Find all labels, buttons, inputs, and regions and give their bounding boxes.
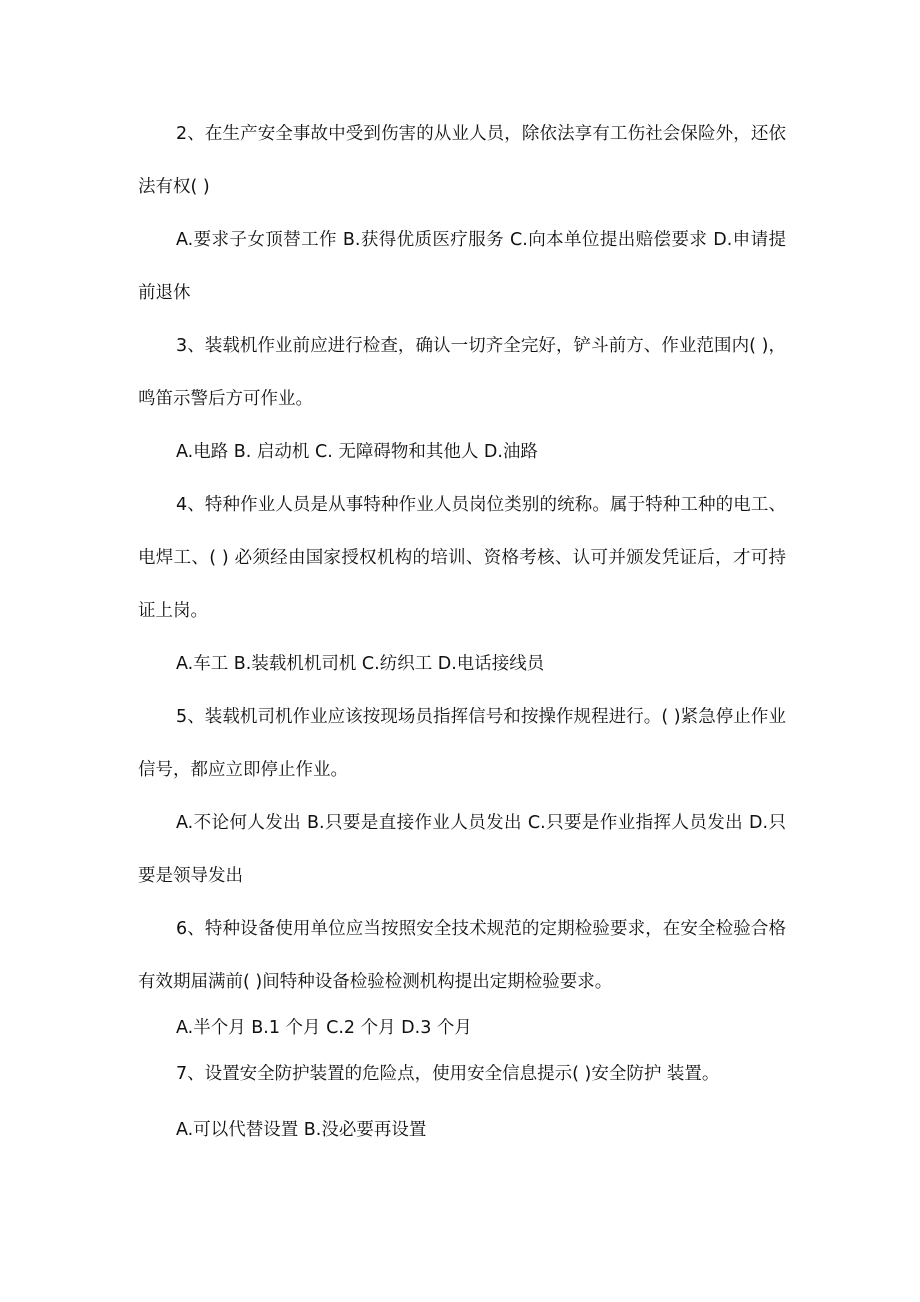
question-4: 4、特种作业人员是从事特种作业人员岗位类别的统称。属于特种工种的电工、电焊工、( ) 必须经由国家授权机构的培训、资格考核、认可并颁发凭证后，才可持证上岗。 <box>138 495 786 621</box>
question-7: 7、设置安全防护装置的危险点，使用安全信息提示( )安全防护 装置。 <box>176 1064 720 1084</box>
question-4-options: A.车工 B.装载机机司机 C.纺织工 D.电话接线员 <box>176 654 545 674</box>
question-5: 5、装载机司机作业应该按现场员指挥信号和按操作规程进行。( )紧急停止作业信号，都应立即停止作业。 <box>138 707 786 780</box>
question-2-options: A.要求子女顶替工作 B.获得优质医疗服务 C.向本单位提出赔偿要求 D.申请提前退休 <box>138 230 786 303</box>
question-6-options: A.半个月 B.1 个月 C.2 个月 D.3 个月 <box>176 1018 472 1038</box>
question-3-options: A.电路 B. 启动机 C. 无障碍物和其他人 D.油路 <box>176 442 538 462</box>
question-6: 6、特种设备使用单位应当按照安全技术规范的定期检验要求，在安全检验合格有效期届满前( )间特种设备检验检测机构提出定期检验要求。 <box>138 919 786 992</box>
question-5-options: A.不论何人发出 B.只要是直接作业人员发出 C.只要是作业指挥人员发出 D.只要是领导发出 <box>138 813 786 886</box>
question-3: 3、装载机作业前应进行检查，确认一切齐全完好，铲斗前方、作业范围内( )，鸣笛示警后方可作业。 <box>138 336 786 409</box>
question-7-options: A.可以代替设置 B.没必要再设置 <box>176 1120 427 1140</box>
question-2: 2、在生产安全事故中受到伤害的从业人员，除依法享有工伤社会保险外，还依法有权( ) <box>138 124 786 197</box>
